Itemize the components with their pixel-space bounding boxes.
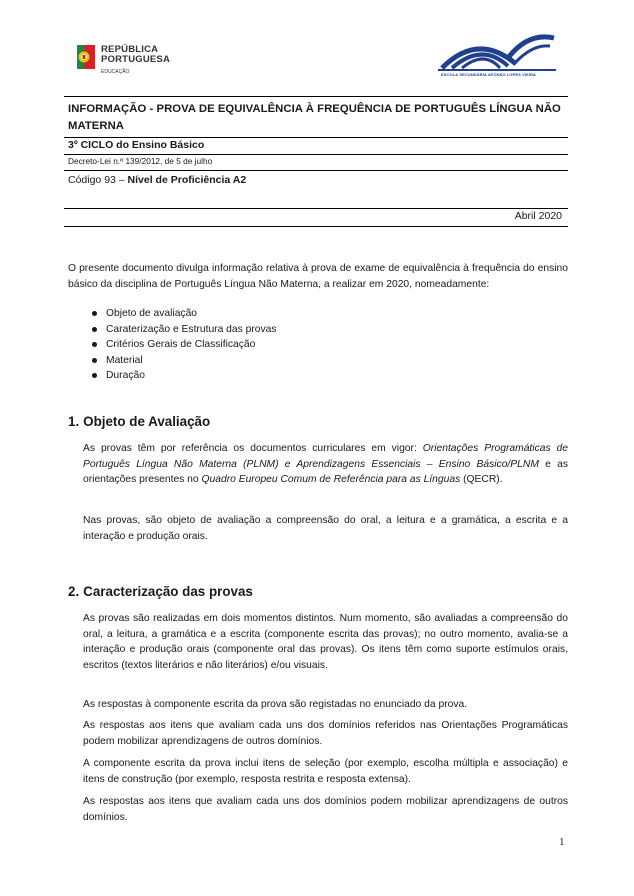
section-2-heading — [68, 584, 253, 599]
gov-logo-line1: REPÚBLICA — [101, 44, 159, 55]
date-bottom-rule — [64, 226, 568, 227]
s1-p1-text-e: (QECR). — [460, 474, 503, 486]
gov-logo-line2: PORTUGUESA — [101, 54, 171, 65]
proficiency-level: Nível de Proficiência A2 — [127, 174, 247, 186]
section-2-paragraph-2: As respostas à componente escrita da prova são registadas no enunciado da prova. — [83, 699, 468, 710]
header-top-rule — [64, 96, 568, 97]
section-1-number: 1. — [68, 414, 80, 429]
school-logo — [438, 28, 556, 80]
title-rule — [64, 137, 568, 138]
section-1-paragraph-1 — [83, 441, 568, 488]
portugal-emblem-icon — [77, 45, 95, 69]
exam-code — [68, 174, 246, 186]
section-2-paragraph-3: As respostas aos itens que avaliam cada uns dos domínios referidos nas Orientações Programáticas podem mobilizar aprendizagens de outros domínios. — [83, 720, 568, 747]
s1-p1-text-c: e as orientações presentes no — [83, 458, 569, 486]
section-2-paragraph-4: A componente escrita da prova inclui itens de seleção (por exemplo, escolha múltipla e associação) e itens de construção (por exemplo, resposta restrita e resposta extensa). — [83, 758, 568, 785]
document-title: INFORMAÇÃO - PROVA DE EQUIVALÊNCIA À FREQUÊNCIA DE PORTUGUÊS LÍNGUA NÃO MATERNA — [68, 103, 561, 132]
s1-p1-qecr-title: Quadro Europeu Comum de Referência para as Línguas — [201, 474, 461, 486]
decree-reference: Decreto-Lei n.º 139/2012, de 5 de julho — [68, 156, 213, 166]
intro-paragraph: O presente documento divulga informação relativa à prova de exame de equivalência à frequência do ensino básico da disciplina de Português Língua Não Materna, a realizar em 2020, nomeadamente: — [68, 263, 568, 290]
section-1-heading — [68, 414, 210, 429]
page-number: 1 — [559, 836, 565, 848]
section-2-number: 2. — [68, 584, 80, 599]
list-item: Caraterização e Estrutura das provas — [90, 322, 277, 338]
list-item: Critérios Gerais de Classificação — [90, 337, 277, 353]
section-2-paragraph-5: As respostas aos itens que avaliam cada uns dos domínios podem mobilizar aprendizagens de outros domínios. — [83, 796, 568, 823]
list-item: Material — [90, 353, 277, 369]
decree-rule — [64, 170, 568, 171]
school-cycle: 3º CICLO do Ensino Básico — [68, 139, 205, 151]
section-1-title: Objeto de Avaliação — [83, 414, 211, 429]
section-2-title: Caracterização das provas — [83, 584, 253, 599]
school-arcs-icon — [438, 28, 556, 72]
document-date: Abril 2020 — [514, 210, 562, 222]
section-1-paragraph-2: Nas provas, são objeto de avaliação a compreensão do oral, a leitura e a gramática, a escrita e a interação e produção orais. — [83, 515, 568, 542]
exam-code-prefix: Código 93 – — [68, 174, 128, 186]
topics-list — [90, 306, 277, 384]
school-name: ESCOLA SECUNDÁRIA AFONSO LOPES VIEIRA — [441, 72, 537, 77]
list-item: Duração — [90, 368, 277, 384]
s1-p1-text-a: As provas têm por referência os documentos curriculares em vigor: — [83, 443, 423, 454]
section-2-paragraph-1: As provas são realizadas em dois momentos distintos. Num momento, são avaliadas a compreensão do oral, a leitura, a gramática e a escrita (componente escrita das provas); no outro momento, avalia-se a interação e produção orais (componente oral das provas). Os itens têm como suporte estímulos orais, escritos (textos literários e não literários) e/ou visuais. — [83, 613, 568, 671]
date-top-rule — [64, 208, 568, 209]
s1-p1-doc-title: Orientações Programáticas de Português Língua Não Materna (PLNM) e Aprendizagens Essenciais – Ensino Básico/PLNM — [83, 443, 568, 470]
cycle-rule — [64, 154, 568, 155]
republica-portuguesa-logo — [77, 44, 187, 78]
gov-logo-line3: EDUCAÇÃO — [101, 69, 130, 75]
list-item: Objeto de avaliação — [90, 306, 277, 322]
